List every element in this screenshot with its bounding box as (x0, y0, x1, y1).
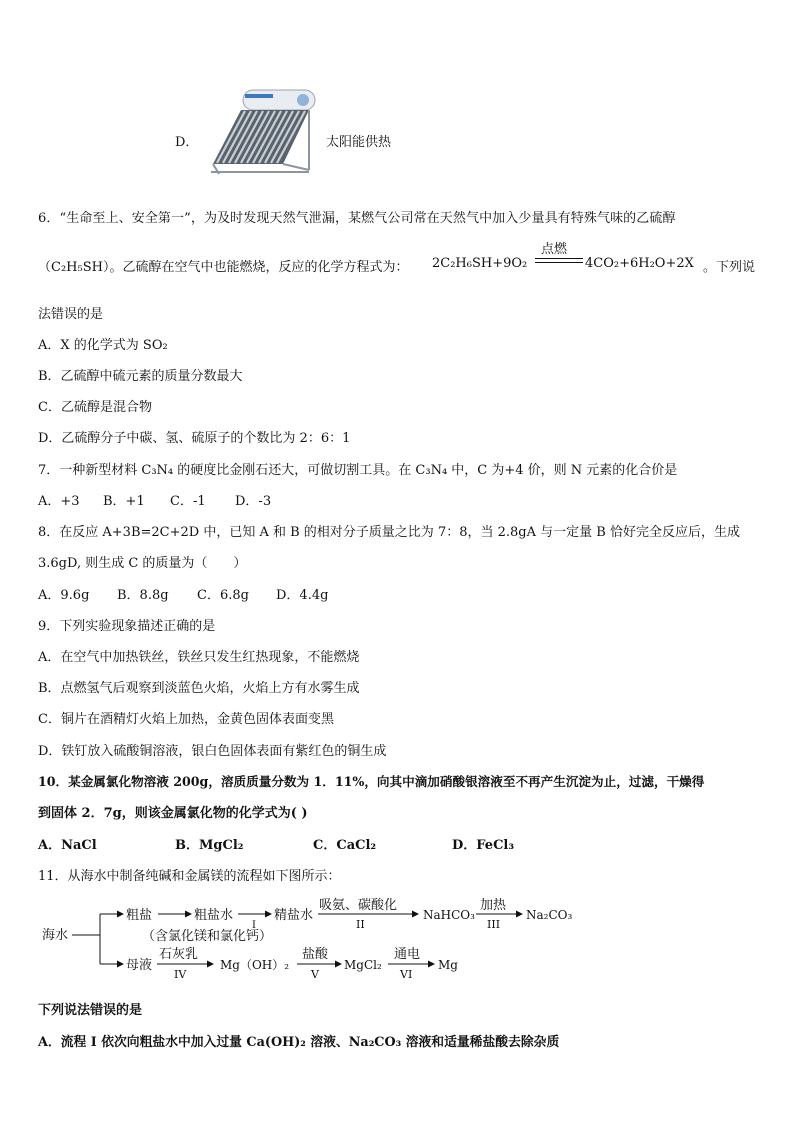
q6-equation-left: 2C₂H₆SH+9O₂ (432, 256, 528, 271)
q10-option-a: A．NaCl (38, 838, 97, 853)
q6-stem-line3: 法错误的是 (38, 307, 104, 322)
q8-option-c: C．6.8g (197, 588, 249, 603)
q9-option-c: C．铜片在酒精灯火焰上加热，金黄色固体表面变黑 (38, 712, 334, 727)
flow-refined-brine: 精盐水 (274, 908, 314, 923)
solar-water-heater-image (205, 82, 317, 180)
q7-option-d: D．-3 (235, 494, 272, 509)
q11-option-a: A．流程 I 依次向粗盐水中加入过量 Ca(OH)₂ 溶液、Na₂CO₃ 溶液和适量稀盐酸去除杂质 (38, 1035, 560, 1050)
q10-option-c: C．CaCl₂ (313, 838, 377, 853)
q6-stem-line2-suffix: 。下列说 (703, 260, 756, 275)
flow-mgoh2: Mg（OH）₂ (220, 958, 290, 972)
q6-equation-condition: 点燃 (541, 242, 568, 257)
q10-stem-line2: 到固体 2．7g，则该金属氯化物的化学式为( ) (38, 806, 308, 821)
q5-option-d-letter: D． (175, 135, 199, 150)
flow-step1: I (252, 920, 256, 931)
flow-mgcl2: MgCl₂ (344, 958, 382, 972)
q6-stem-line2-prefix: （C₂H₅SH）。乙硫醇在空气中也能燃烧，反应的化学方程式为： (38, 260, 409, 275)
q10-option-d: D．FeCl₃ (452, 838, 515, 853)
flow-source: 海水 (42, 928, 69, 943)
q10-stem-line1: 10．某金属氯化物溶液 200g，溶质质量分数为 1．11%，向其中滴加硝酸银溶液至不再产生沉淀为止，过滤，干燥得 (38, 774, 705, 789)
flow-mother-liquor: 母液 (126, 958, 153, 973)
q6-option-b: B．乙硫醇中硫元素的质量分数最大 (38, 369, 243, 384)
q6-option-c: C．乙硫醇是混合物 (38, 400, 152, 415)
flow-step3: III (487, 918, 501, 931)
q5-option-d-text: 太阳能供热 (326, 135, 392, 150)
q9-stem: 9．下列实验现象描述正确的是 (38, 619, 216, 634)
q7-option-c: C．-1 (170, 494, 206, 509)
q11-after-flow: 下列说法错误的是 (38, 1003, 143, 1018)
q6-stem-line1: 6．“生命至上、安全第一”，为及时发现天然气泄漏，某燃气公司常在天然气中加入少量具有特殊气味的乙硫醇 (38, 211, 676, 226)
flow-step4: IV (174, 968, 187, 981)
flow-step6-reagent: 通电 (394, 947, 421, 962)
q9-option-a: A．在空气中加热铁丝，铁丝只发生红热现象，不能燃烧 (38, 650, 360, 665)
flow-impurity-note: （含氯化镁和氯化钙） (142, 929, 273, 944)
q9-option-d: D．铁钉放入硫酸铜溶液，银白色固体表面有紫红色的铜生成 (38, 744, 387, 759)
flow-step5-reagent: 盐酸 (302, 947, 329, 962)
flow-step3-reagent: 加热 (480, 898, 507, 913)
q8-stem-line2: 3.6gD, 则生成 C 的质量为（ ） (38, 556, 247, 571)
q11-stem: 11．从海水中制备纯碱和金属镁的流程如下图所示： (38, 869, 341, 884)
flow-step6: VI (400, 968, 413, 981)
flow-na2co3: Na₂CO₃ (526, 908, 573, 922)
flow-step2-reagent: 吸氨、碳酸化 (319, 898, 398, 913)
q9-option-b: B．点燃氢气后观察到淡蓝色火焰，火焰上方有水雾生成 (38, 681, 360, 696)
q8-option-a: A．9.6g (38, 588, 90, 603)
q10-option-b: B．MgCl₂ (175, 838, 244, 853)
q8-stem-line1: 8．在反应 A+3B=2C+2D 中，已知 A 和 B 的相对分子质量之比为 7：8，当 2.8gA 与一定量 B 恰好完全反应后，生成 (38, 525, 740, 540)
flow-step5: V (311, 968, 319, 981)
q7-option-a: A．+3 (38, 494, 80, 509)
q6-equation-right: 4CO₂+6H₂O+2X (585, 256, 694, 271)
q6-equation-equals (535, 258, 583, 263)
flow-crude-brine: 粗盐水 (194, 908, 234, 923)
q8-option-d: D．4.4g (276, 588, 329, 603)
flow-step4-reagent: 石灰乳 (159, 947, 199, 962)
q6-option-a: A．X 的化学式为 SO₂ (38, 338, 168, 353)
flow-nahco3: NaHCO₃ (423, 908, 475, 922)
flow-mg: Mg (438, 958, 458, 972)
q8-option-b: B．8.8g (117, 588, 169, 603)
q7-stem: 7．一种新型材料 C₃N₄ 的硬度比金刚石还大，可做切割工具。在 C₃N₄ 中，C 为+4 价，则 N 元素的化合价是 (38, 463, 678, 478)
q6-option-d: D．乙硫醇分子中碳、氢、硫原子的个数比为 2：6：1 (38, 431, 351, 446)
flow-crude-salt: 粗盐 (126, 908, 153, 923)
q7-option-b: B．+1 (103, 494, 145, 509)
q11-flow-diagram (38, 888, 598, 988)
flow-step2: II (356, 918, 365, 931)
